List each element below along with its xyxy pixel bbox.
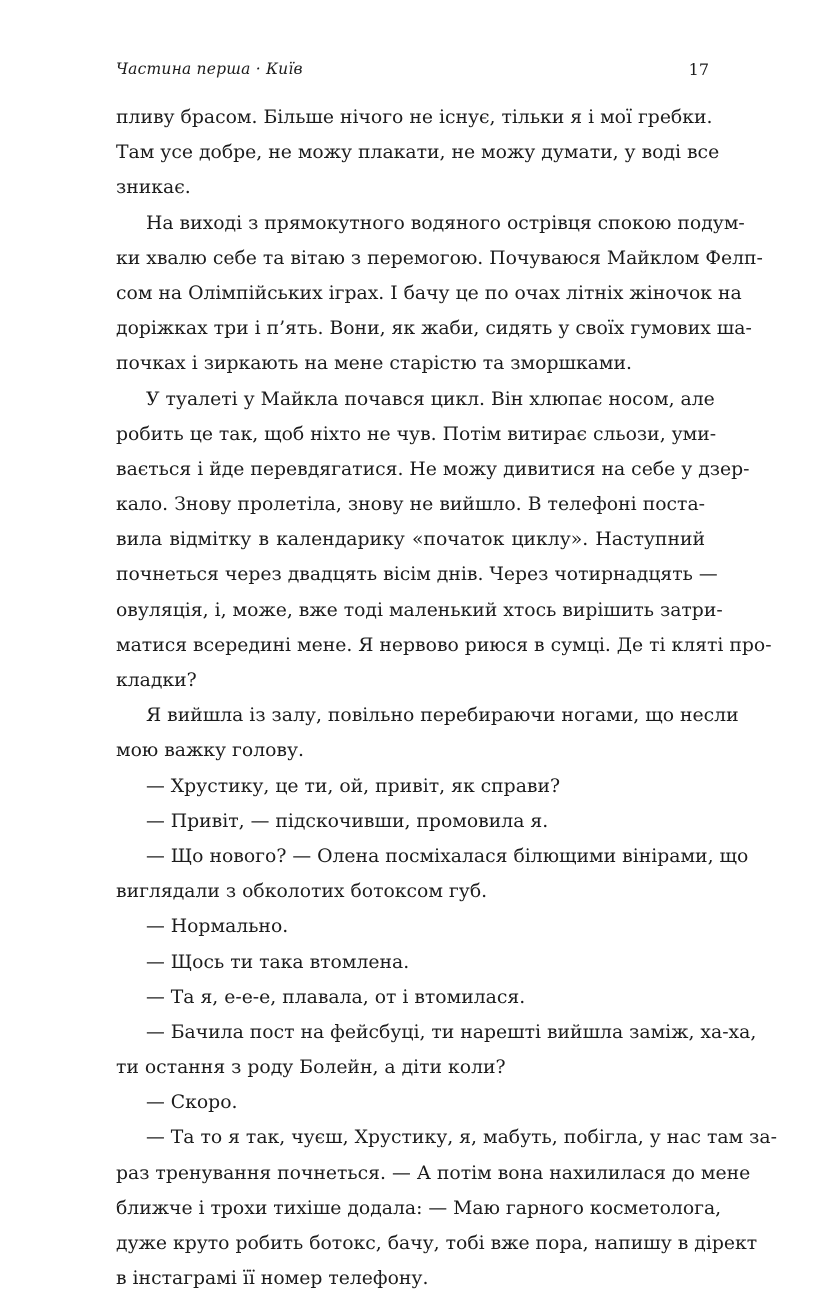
text-line: доріжках три і п’ять. Вони, як жаби, сидять у своїх гумових ша- [116,318,752,340]
text-line: раз тренування почнеться. — А потім вона нахилилася до мене [116,1162,751,1184]
text-line: пливу брасом. Більше нічого не існує, тільки я і мої гребки. [116,107,713,128]
text-line: кало. Знову пролетіла, знову не вийшло. В телефоні поста- [116,494,705,516]
text-line: — Та то я так, чуєш, Хрустику, я, мабуть, побігла, у нас там за- [146,1127,777,1149]
text-line: виглядали з обколотих ботоксом губ. [116,881,488,903]
text-line: почнеться через двадцять вісім днів. Через чотирнадцять — [116,564,718,586]
text-line: зникає. [116,177,191,199]
text-line: овуляція, і, може, вже тоді маленький хтось вирішить затри- [116,599,723,621]
text-line: робить це так, щоб ніхто не чув. Потім витирає сльози, уми- [116,423,717,445]
text-line: Я вийшла із залу, повільно перебираючи ногами, що несли [146,705,739,727]
text-line: — Привіт, — підскочивши, промовила я. [146,810,549,832]
text-line: Там усе добре, не можу плакати, не можу думати, у воді все [116,142,720,164]
text-line: У туалеті у Майкла почався цикл. Він хлюпає носом, але [146,388,715,410]
paragraph [116,206,763,382]
paragraph [116,945,705,980]
paragraph [116,1015,757,1085]
paragraph [116,1120,777,1296]
paragraph [116,100,720,206]
text-line: На виході з прямокутного водяного острівця спокою подум- [146,212,745,234]
text-line: мою важку голову. [116,740,305,762]
text-line: матися всередині мене. Я нервово риюся в сумці. Де ті кляті про- [116,634,772,656]
text-line: — Що нового? — Олена посміхалася білющими вінірами, що [146,845,749,867]
text-line: ти остання з роду Болейн, а діти коли? [116,1057,506,1079]
text-line: ближче і трохи тихіше додала: — Маю гарного косметолога, [116,1197,722,1219]
text-line: вила відмітку в календарику «початок циклу». Наступний [116,529,705,551]
paragraph [116,839,749,909]
page-number: 17 [688,60,709,79]
paragraph [116,382,772,699]
text-line: почках і зиркають на мене старістю та зморшками. [116,353,632,375]
paragraph [116,804,705,839]
text-line: — Нормально. [146,916,289,938]
text-line: кладки? [116,670,197,691]
paragraph [116,698,739,768]
text-line: ки хвалю себе та вітаю з перемогою. Почуваюся Майклом Фелп- [116,247,763,269]
text-line: — Хрустику, це ти, ой, привіт, як справи? [146,775,561,797]
text-line: дуже круто робить ботокс, бачу, тобі вже пора, напишу в дірект [116,1233,758,1254]
running-head: Частина перша · Київ [116,60,303,78]
paragraph [116,1085,705,1120]
text-line: вається і йде перевдягатися. Не можу дивитися на себе у дзер- [116,458,750,480]
text-line: — Та я, е-е-е, плавала, от і втомилася. [146,986,526,1008]
paragraph [116,769,705,804]
text-line: сом на Олімпійських іграх. І бачу це по очах літніх жіночок на [116,282,742,304]
paragraph [116,980,705,1015]
text-line: — Скоро. [146,1092,238,1114]
paragraph [116,909,705,944]
text-line: — Бачила пост на фейсбуці, ти нарешті вийшла заміж, ха-ха, [146,1021,757,1043]
text-line: в інстаграмі її номер телефону. [116,1268,429,1290]
text-line: — Щось ти така втомлена. [146,951,410,973]
body-text [116,100,777,1296]
